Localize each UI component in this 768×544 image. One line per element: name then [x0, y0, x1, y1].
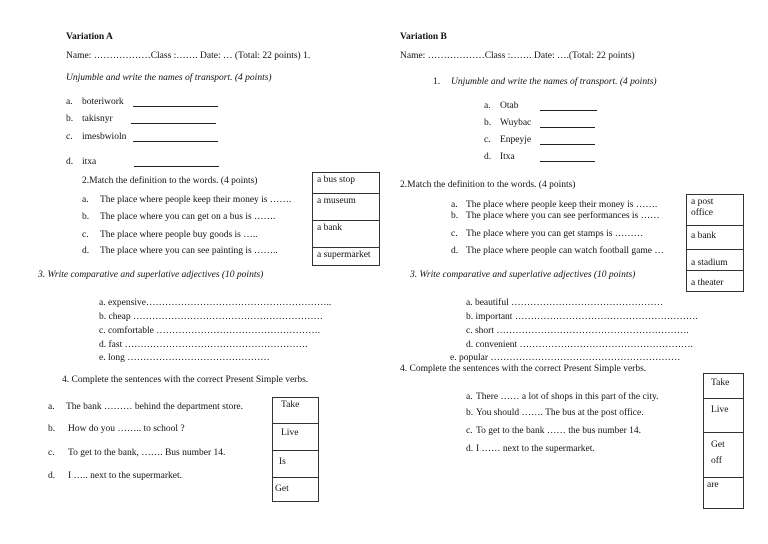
item-letter: a. [66, 97, 73, 107]
item-letter: c. [66, 132, 73, 142]
match-option: a stadium [687, 249, 743, 271]
variation-b-q2-instruction: 2.Match the definition to the words. (4 points) [400, 180, 576, 190]
definition-text: The place where people keep their money is ……. [466, 200, 658, 210]
answer-line[interactable] [133, 141, 218, 142]
sentence-text: There …… a lot of shops in this part of the city. [476, 392, 659, 402]
variation-b-verb-options-box [703, 373, 744, 509]
item-letter: c. [484, 135, 491, 145]
answer-line[interactable] [540, 127, 595, 128]
match-option: a theater [687, 270, 743, 292]
definition-letter: c. [451, 229, 458, 239]
scrambled-word: Enpeyje [500, 135, 532, 145]
verb-option: Live [273, 423, 318, 451]
verb-option: Get off [704, 432, 743, 478]
variation-b-q4-instruction: 4. Complete the sentences with the correct Present Simple verbs. [400, 364, 647, 374]
verb-option: are [704, 477, 743, 509]
variation-b-q3-instruction: 3. Write comparative and superlative adjectives (10 points) [410, 270, 636, 280]
sentence-letter: c. [48, 448, 55, 458]
variation-a-match-options-box [312, 172, 380, 266]
answer-line[interactable] [133, 106, 218, 107]
answer-line[interactable] [134, 166, 219, 167]
definition-letter: b. [451, 211, 459, 221]
variation-a-name-line: Name: ………………Class :……. Date: … (Total: 22 points) 1. [66, 51, 311, 61]
definition-text: The place where you can see performances is …… [466, 211, 660, 221]
match-option: a post office [691, 197, 714, 218]
verb-option: Live [704, 398, 743, 433]
scrambled-word: imesbwioln [82, 132, 127, 142]
scrambled-word: Itxa [500, 152, 515, 162]
variation-a-title: Variation A [66, 32, 113, 42]
verb-option: Take [281, 400, 300, 410]
adjective-item[interactable]: a. expensive………………………………………………….. [99, 298, 332, 308]
match-option: a bus stop [317, 175, 355, 185]
sentence-text: To get to the bank, ……. Bus number 14. [68, 448, 226, 458]
item-letter: d. [66, 157, 74, 167]
sentence-text: How do you …….. to school ? [68, 424, 185, 434]
definition-letter: d. [82, 246, 90, 256]
answer-line[interactable] [540, 110, 597, 111]
match-option: a museum [313, 193, 379, 221]
variation-a-q4-instruction: 4. Complete the sentences with the correct Present Simple verbs. [62, 375, 309, 385]
variation-a-q2-instruction: 2.Match the definition to the words. (4 points) [82, 176, 258, 186]
sentence-letter: b. [48, 424, 56, 434]
adjective-item[interactable]: d. convenient ………………………………………………. [466, 340, 693, 350]
definition-letter: b. [82, 212, 90, 222]
adjective-item[interactable]: d. fast …………………………………………………. [99, 340, 308, 350]
adjective-item[interactable]: e. popular …………………………………………………… [450, 353, 681, 363]
verb-option: Is [273, 450, 318, 478]
scrambled-word: Otab [500, 101, 519, 111]
definition-letter: d. [451, 246, 459, 256]
sentence-text: You should ……. The bus at the post office. [476, 408, 644, 418]
adjective-item[interactable]: b. cheap …………………………………………………… [99, 312, 324, 322]
variation-b-name-line: Name: ………………Class :……. Date: ….(Total: 22 points) [400, 51, 635, 61]
definition-text: The place where you can get on a bus is ……. [100, 212, 276, 222]
sentence-letter: d. [48, 471, 56, 481]
adjective-item[interactable]: b. important …………………………………………………. [466, 312, 698, 322]
scrambled-word: takisnyr [82, 114, 113, 124]
item-letter: a. [484, 101, 491, 111]
match-option: a bank [687, 225, 743, 250]
match-option: a bank [313, 220, 379, 248]
sentence-text: I ….. next to the supermarket. [68, 471, 182, 481]
sentence-letter: c. [466, 426, 473, 436]
adjective-item[interactable]: e. long ……………………………………… [99, 353, 270, 363]
scrambled-word: boteriwork [82, 97, 124, 107]
sentence-letter: d. [466, 444, 474, 454]
sentence-letter: b. [466, 408, 474, 418]
adjective-item[interactable]: c. short ……………………………………………………. [466, 326, 689, 336]
scrambled-word: itxa [82, 157, 97, 167]
sentence-text: I …… next to the supermarket. [476, 444, 595, 454]
match-option: a supermarket [313, 247, 379, 266]
sentence-letter: a. [48, 402, 55, 412]
verb-option: Get [273, 477, 318, 502]
variation-b-q1-instruction: Unjumble and write the names of transport. (4 points) [451, 77, 657, 87]
variation-a-verb-options-box [272, 397, 319, 502]
item-letter: b. [66, 114, 74, 124]
verb-option: Take [711, 378, 730, 388]
definition-text: The place where people can watch football game … [466, 246, 664, 256]
item-letter: d. [484, 152, 492, 162]
definition-text: The place where people buy goods is ….. [100, 230, 258, 240]
variation-b-q1-number: 1. [433, 77, 441, 87]
sentence-letter: a. [466, 392, 473, 402]
sentence-text: To get to the bank …… the bus number 14. [476, 426, 642, 436]
definition-letter: a. [82, 195, 89, 205]
definition-letter: a. [451, 200, 458, 210]
scrambled-word: Wuybac [500, 118, 532, 128]
answer-line[interactable] [131, 123, 216, 124]
item-letter: b. [484, 118, 492, 128]
answer-line[interactable] [540, 144, 595, 145]
variation-b-title: Variation B [400, 32, 447, 42]
definition-text: The place where people keep their money is ……. [100, 195, 292, 205]
definition-text: The place where you can see painting is …….. [100, 246, 278, 256]
definition-letter: c. [82, 230, 89, 240]
sentence-text: The bank ……… behind the department store. [66, 402, 244, 412]
answer-line[interactable] [540, 161, 595, 162]
variation-a-q3-instruction: 3. Write comparative and superlative adjectives (10 points) [38, 270, 264, 280]
definition-text: The place where you can get stamps is ……… [466, 229, 644, 239]
adjective-item[interactable]: c. comfortable ……………………………………………. [99, 326, 321, 336]
variation-a-q1-instruction: Unjumble and write the names of transport. (4 points) [66, 73, 272, 83]
variation-b-match-options-box [686, 194, 744, 292]
adjective-item[interactable]: a. beautiful ………………………………………… [466, 298, 664, 308]
